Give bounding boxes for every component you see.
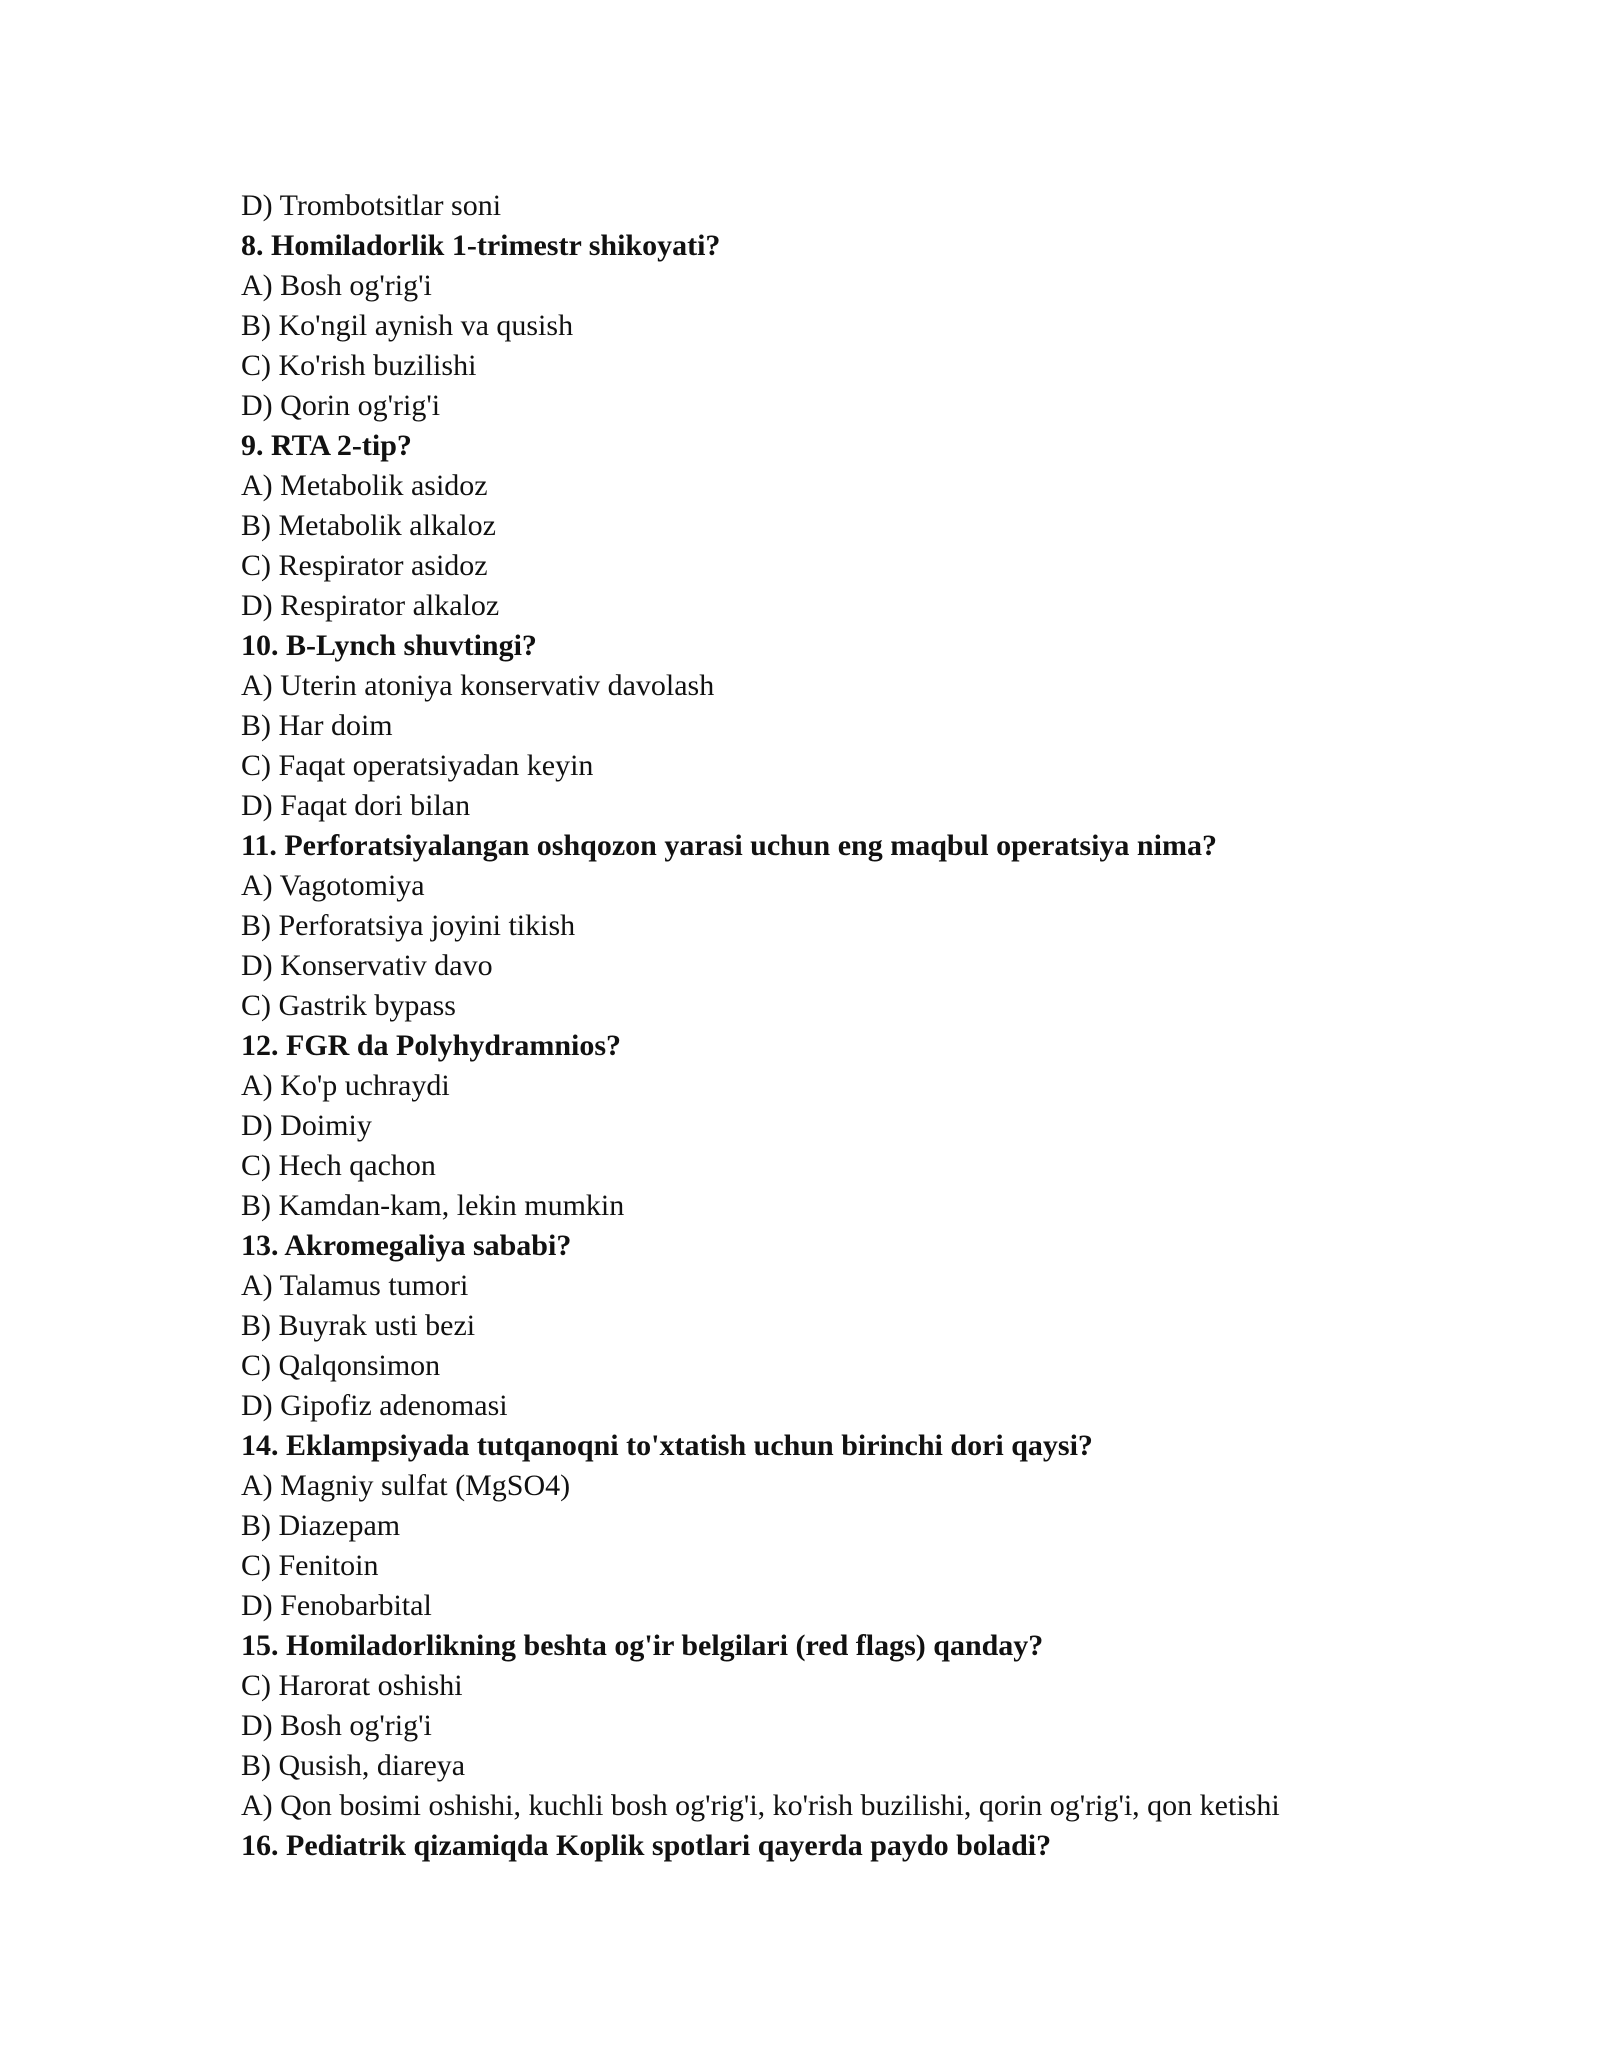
answer-option: A) Vagotomiya <box>241 869 425 902</box>
question-heading: 8. Homiladorlik 1-trimestr shikoyati? <box>241 229 721 262</box>
answer-option: C) Gastrik bypass <box>241 989 456 1022</box>
answer-option: A) Magniy sulfat (MgSO4) <box>241 1469 571 1502</box>
answer-option: C) Respirator asidoz <box>241 549 488 582</box>
question-heading: 10. B-Lynch shuvtingi? <box>241 629 537 662</box>
answer-option: B) Metabolik alkaloz <box>241 509 496 542</box>
answer-option: D) Bosh og'rig'i <box>241 1709 432 1742</box>
answer-option: B) Diazepam <box>241 1509 401 1542</box>
answer-option: B) Buyrak usti bezi <box>241 1309 476 1342</box>
answer-option: D) Doimiy <box>241 1109 372 1142</box>
answer-option: D) Gipofiz adenomasi <box>241 1389 508 1422</box>
answer-option: D) Qorin og'rig'i <box>241 389 441 422</box>
answer-option: D) Konservativ davo <box>241 949 493 982</box>
answer-option: D) Respirator alkaloz <box>241 589 500 622</box>
answer-option: D) Faqat dori bilan <box>241 789 471 822</box>
question-heading: 13. Akromegaliya sababi? <box>241 1229 572 1262</box>
answer-option: A) Qon bosimi oshishi, kuchli bosh og'rig'i, ko'rish buzilishi, qorin og'rig'i, qon ketishi <box>241 1789 1280 1822</box>
answer-option: C) Harorat oshishi <box>241 1669 463 1702</box>
answer-option: C) Qalqonsimon <box>241 1349 441 1382</box>
question-heading: 14. Eklampsiyada tutqanoqni to'xtatish uchun birinchi dori qaysi? <box>241 1429 1093 1462</box>
answer-option: C) Fenitoin <box>241 1549 379 1582</box>
answer-option: A) Ko'p uchraydi <box>241 1069 450 1102</box>
answer-option: C) Faqat operatsiyadan keyin <box>241 749 594 782</box>
answer-option: B) Ko'ngil aynish va qusish <box>241 309 574 342</box>
answer-option: C) Hech qachon <box>241 1149 436 1182</box>
answer-option: D) Trombotsitlar soni <box>241 189 502 222</box>
answer-option: B) Perforatsiya joyini tikish <box>241 909 576 942</box>
answer-option: C) Ko'rish buzilishi <box>241 349 477 382</box>
answer-option: B) Har doim <box>241 709 393 742</box>
answer-option: A) Talamus tumori <box>241 1269 469 1302</box>
question-heading: 11. Perforatsiyalangan oshqozon yarasi uchun eng maqbul operatsiya nima? <box>241 829 1217 862</box>
answer-option: D) Fenobarbital <box>241 1589 432 1622</box>
answer-option: A) Bosh og'rig'i <box>241 269 432 302</box>
answer-option: B) Qusish, diareya <box>241 1749 466 1782</box>
answer-option: A) Uterin atoniya konservativ davolash <box>241 669 715 702</box>
quiz-content <box>241 186 1441 1866</box>
question-heading: 15. Homiladorlikning beshta og'ir belgilari (red flags) qanday? <box>241 1629 1044 1662</box>
question-heading: 12. FGR da Polyhydramnios? <box>241 1029 622 1062</box>
answer-option: B) Kamdan-kam, lekin mumkin <box>241 1189 625 1222</box>
question-heading: 9. RTA 2-tip? <box>241 429 412 462</box>
answer-option: A) Metabolik asidoz <box>241 469 488 502</box>
question-heading: 16. Pediatrik qizamiqda Koplik spotlari qayerda paydo boladi? <box>241 1829 1052 1862</box>
